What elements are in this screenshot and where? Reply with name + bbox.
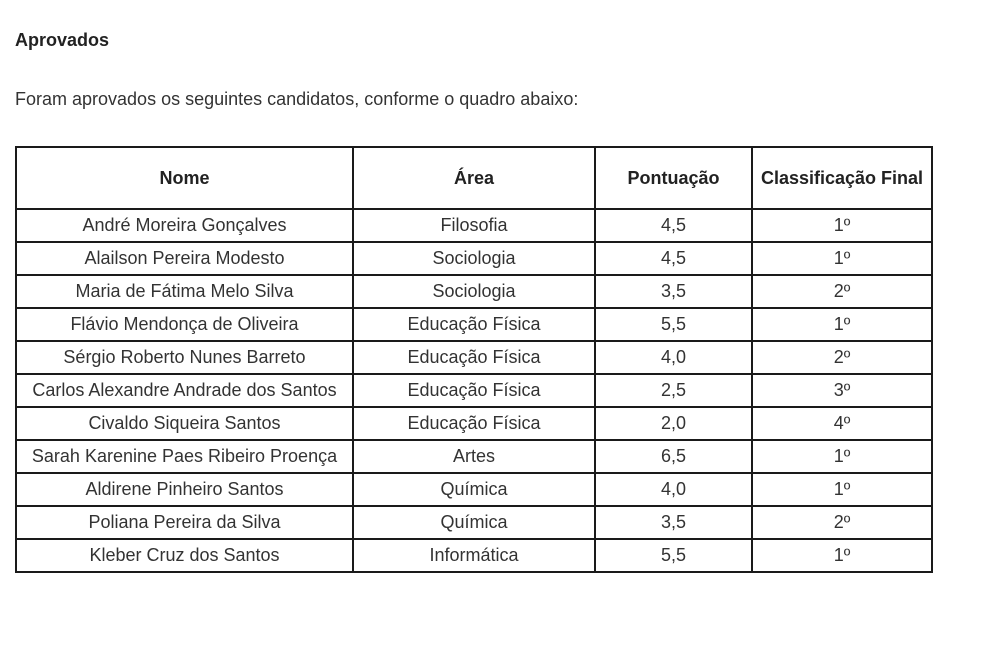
cell-area: Educação Física xyxy=(353,308,595,341)
cell-classificacao: 1º xyxy=(752,242,932,275)
cell-area: Sociologia xyxy=(353,242,595,275)
cell-pontuacao: 4,0 xyxy=(595,473,752,506)
cell-area: Química xyxy=(353,506,595,539)
header-pontuacao: Pontuação xyxy=(595,147,752,209)
header-area: Área xyxy=(353,147,595,209)
table-row xyxy=(16,374,932,407)
cell-nome: André Moreira Gonçalves xyxy=(16,209,353,242)
approved-candidates-table xyxy=(15,146,933,573)
table-body xyxy=(16,209,932,572)
cell-area: Química xyxy=(353,473,595,506)
cell-pontuacao: 4,5 xyxy=(595,209,752,242)
header-nome: Nome xyxy=(16,147,353,209)
table-row xyxy=(16,341,932,374)
table-row xyxy=(16,242,932,275)
cell-classificacao: 4º xyxy=(752,407,932,440)
cell-nome: Carlos Alexandre Andrade dos Santos xyxy=(16,374,353,407)
cell-nome: Alailson Pereira Modesto xyxy=(16,242,353,275)
table-header-row xyxy=(16,147,932,209)
cell-pontuacao: 5,5 xyxy=(595,308,752,341)
cell-nome: Sérgio Roberto Nunes Barreto xyxy=(16,341,353,374)
cell-nome: Sarah Karenine Paes Ribeiro Proença xyxy=(16,440,353,473)
cell-classificacao: 2º xyxy=(752,341,932,374)
cell-classificacao: 1º xyxy=(752,440,932,473)
cell-pontuacao: 2,5 xyxy=(595,374,752,407)
cell-area: Educação Física xyxy=(353,407,595,440)
cell-pontuacao: 2,0 xyxy=(595,407,752,440)
cell-pontuacao: 3,5 xyxy=(595,506,752,539)
cell-classificacao: 1º xyxy=(752,308,932,341)
cell-classificacao: 2º xyxy=(752,275,932,308)
cell-pontuacao: 5,5 xyxy=(595,539,752,572)
cell-nome: Kleber Cruz dos Santos xyxy=(16,539,353,572)
cell-classificacao: 3º xyxy=(752,374,932,407)
table-row xyxy=(16,308,932,341)
table-row xyxy=(16,275,932,308)
cell-pontuacao: 3,5 xyxy=(595,275,752,308)
cell-pontuacao: 6,5 xyxy=(595,440,752,473)
table-row xyxy=(16,440,932,473)
table-row xyxy=(16,506,932,539)
cell-pontuacao: 4,0 xyxy=(595,341,752,374)
cell-pontuacao: 4,5 xyxy=(595,242,752,275)
cell-nome: Flávio Mendonça de Oliveira xyxy=(16,308,353,341)
section-heading: Aprovados xyxy=(15,30,110,50)
cell-area: Educação Física xyxy=(353,374,595,407)
cell-area: Informática xyxy=(353,539,595,572)
cell-area: Filosofia xyxy=(353,209,595,242)
cell-area: Sociologia xyxy=(353,275,595,308)
cell-area: Educação Física xyxy=(353,341,595,374)
cell-area: Artes xyxy=(353,440,595,473)
table-row xyxy=(16,473,932,506)
intro-paragraph: Foram aprovados os seguintes candidatos, conforme o quadro abaixo: xyxy=(15,89,579,109)
header-classificacao-final: Classificação Final xyxy=(752,147,932,209)
cell-classificacao: 1º xyxy=(752,209,932,242)
table-row xyxy=(16,209,932,242)
cell-classificacao: 1º xyxy=(752,473,932,506)
cell-classificacao: 2º xyxy=(752,506,932,539)
cell-nome: Aldirene Pinheiro Santos xyxy=(16,473,353,506)
table-row xyxy=(16,407,932,440)
cell-nome: Civaldo Siqueira Santos xyxy=(16,407,353,440)
cell-nome: Poliana Pereira da Silva xyxy=(16,506,353,539)
table-row xyxy=(16,539,932,572)
cell-classificacao: 1º xyxy=(752,539,932,572)
cell-nome: Maria de Fátima Melo Silva xyxy=(16,275,353,308)
